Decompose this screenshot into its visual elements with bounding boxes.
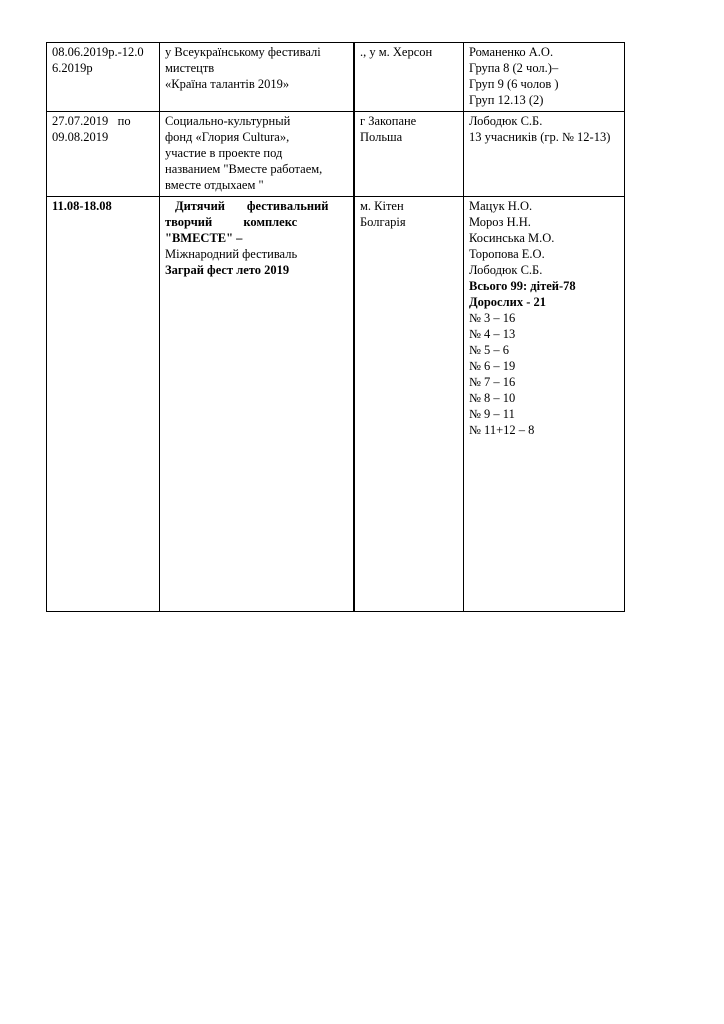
leader-line: № 3 – 16 <box>469 311 516 325</box>
leaders-cell <box>464 197 625 612</box>
leader-line: № 4 – 13 <box>469 327 516 341</box>
leader-line: Романенко А.О. <box>469 45 554 59</box>
event-line: названием "Вместе работаем, <box>165 162 323 176</box>
event-line: у Всеукраїнському фестивалі <box>165 45 321 59</box>
event-cell <box>160 197 355 612</box>
event-line: участие в проекте под <box>165 146 283 160</box>
document-page <box>46 42 625 612</box>
event-line: Дитячий фестивальний <box>175 199 329 213</box>
leader-line: Мороз Н.Н. <box>469 215 531 229</box>
leader-line: Лободюк С.Б. <box>469 263 543 277</box>
event-line: мистецтв <box>165 61 215 75</box>
event-line: "ВМЕСТЕ" – <box>165 231 243 245</box>
leader-line: № 7 – 16 <box>469 375 516 389</box>
leader-line: Всього 99: дітей-78 <box>469 279 576 293</box>
leader-line: Дорослих - 21 <box>469 295 546 309</box>
event-cell <box>160 43 355 112</box>
event-line: Міжнародний фестиваль <box>165 247 298 261</box>
table-row <box>47 112 625 197</box>
leader-line: Лободюк С.Б. <box>469 114 543 128</box>
leader-line: № 5 – 6 <box>469 343 510 357</box>
place-line: ., у м. Херсон <box>360 45 433 59</box>
leader-line: Груп 9 (6 чолов ) <box>469 77 559 91</box>
date-line: 09.08.2019 <box>52 130 109 144</box>
date-line: 27.07.2019 по <box>52 114 131 128</box>
event-line: творчий комплекс <box>165 215 298 229</box>
leader-line: Груп 12.13 (2) <box>469 93 544 107</box>
place-cell <box>354 43 464 112</box>
date-line: 6.2019р <box>52 61 93 75</box>
date-cell <box>47 112 160 197</box>
leader-line: № 9 – 11 <box>469 407 515 421</box>
table-row <box>47 197 625 612</box>
event-line: Заграй фест лето 2019 <box>165 263 290 277</box>
place-cell <box>354 112 464 197</box>
leader-line: Косинська М.О. <box>469 231 555 245</box>
place-line: г Закопане <box>360 114 417 128</box>
events-table <box>46 42 625 612</box>
event-line: фонд «Глория Cultura», <box>165 130 290 144</box>
leader-line: Група 8 (2 чол.)– <box>469 61 559 75</box>
place-line: Польша <box>360 130 403 144</box>
date-line: 11.08-18.08 <box>52 199 112 213</box>
leader-line: 13 учасників (гр. № 12-13) <box>469 130 611 144</box>
leader-line: № 6 – 19 <box>469 359 516 373</box>
leader-line: № 11+12 – 8 <box>469 423 535 437</box>
event-cell <box>160 112 355 197</box>
leader-line: Торопова Е.О. <box>469 247 545 261</box>
place-line: м. Кітен <box>360 199 404 213</box>
event-line: Социально-культурный <box>165 114 291 128</box>
event-line: «Країна талантів 2019» <box>165 77 290 91</box>
date-cell <box>47 43 160 112</box>
date-cell <box>47 197 160 612</box>
leader-line: Мацук Н.О. <box>469 199 533 213</box>
leaders-cell <box>464 43 625 112</box>
event-line: вместе отдыхаем " <box>165 178 264 192</box>
place-line: Болгарія <box>360 215 406 229</box>
leader-line: № 8 – 10 <box>469 391 516 405</box>
table-row <box>47 43 625 112</box>
place-cell <box>354 197 464 612</box>
leaders-cell <box>464 112 625 197</box>
date-line: 08.06.2019р.-12.0 <box>52 45 144 59</box>
